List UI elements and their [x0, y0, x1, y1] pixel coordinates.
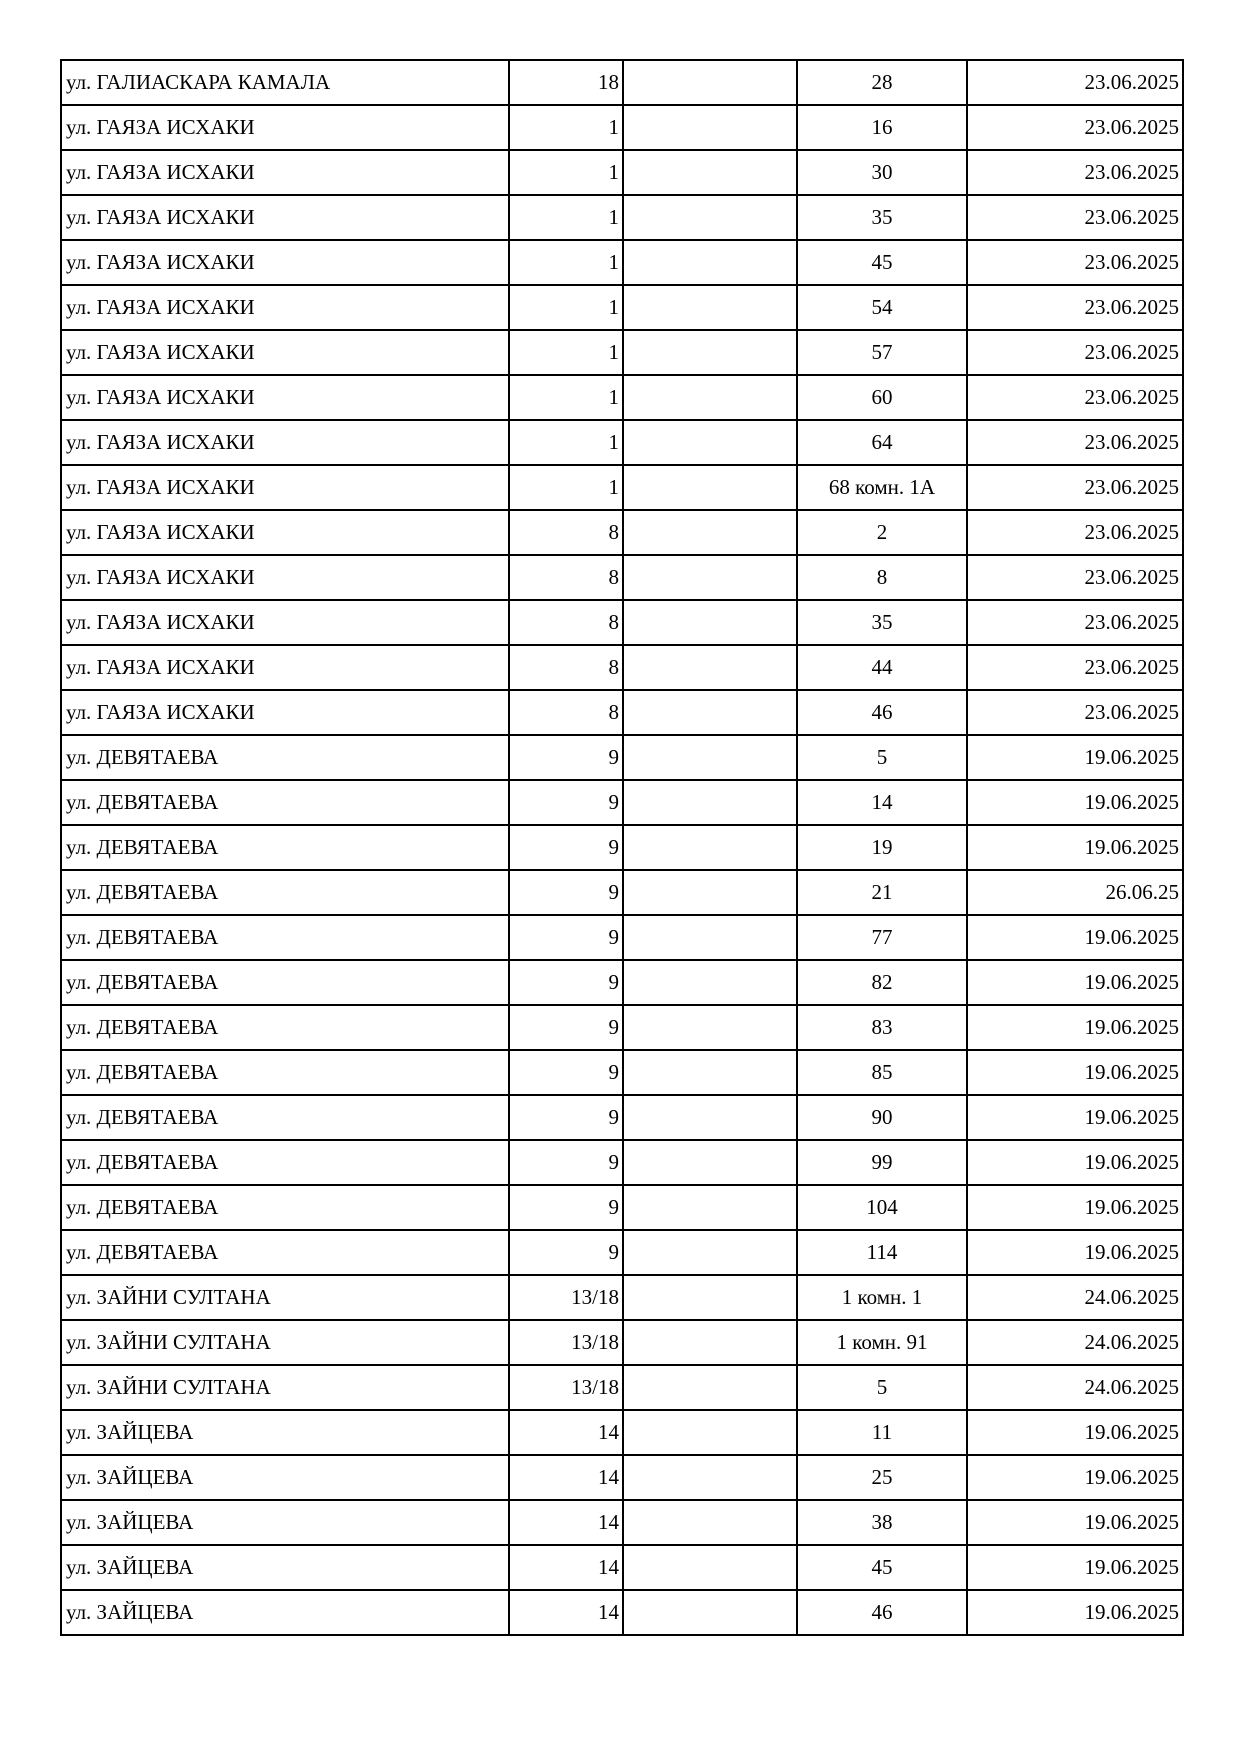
date-cell: 19.06.2025	[967, 1095, 1183, 1140]
street-cell: ул. ГАЯЗА ИСХАКИ	[61, 105, 509, 150]
building-cell	[623, 465, 797, 510]
street-cell: ул. ДЕВЯТАЕВА	[61, 915, 509, 960]
apartment-cell: 28	[797, 60, 967, 105]
date-cell: 23.06.2025	[967, 375, 1183, 420]
street-cell: ул. ДЕВЯТАЕВА	[61, 960, 509, 1005]
building-cell	[623, 1275, 797, 1320]
street-cell: ул. ГАЯЗА ИСХАКИ	[61, 690, 509, 735]
building-cell	[623, 1320, 797, 1365]
building-cell	[623, 1410, 797, 1455]
date-cell: 19.06.2025	[967, 780, 1183, 825]
date-cell: 19.06.2025	[967, 1500, 1183, 1545]
house-number-cell: 1	[509, 195, 623, 240]
date-cell: 23.06.2025	[967, 285, 1183, 330]
street-cell: ул. ЗАЙЦЕВА	[61, 1455, 509, 1500]
date-cell: 23.06.2025	[967, 240, 1183, 285]
building-cell	[623, 150, 797, 195]
table-row	[61, 1500, 1183, 1545]
building-cell	[623, 960, 797, 1005]
date-cell: 24.06.2025	[967, 1320, 1183, 1365]
house-number-cell: 14	[509, 1455, 623, 1500]
date-cell: 19.06.2025	[967, 1410, 1183, 1455]
table-row	[61, 285, 1183, 330]
street-cell: ул. ДЕВЯТАЕВА	[61, 1050, 509, 1095]
building-cell	[623, 420, 797, 465]
apartment-cell: 14	[797, 780, 967, 825]
apartment-cell: 46	[797, 690, 967, 735]
table-row	[61, 465, 1183, 510]
table-row	[61, 375, 1183, 420]
date-cell: 24.06.2025	[967, 1275, 1183, 1320]
house-number-cell: 8	[509, 645, 623, 690]
table-row	[61, 780, 1183, 825]
apartment-cell: 57	[797, 330, 967, 375]
table-row	[61, 195, 1183, 240]
date-cell: 19.06.2025	[967, 735, 1183, 780]
building-cell	[623, 870, 797, 915]
house-number-cell: 9	[509, 1140, 623, 1185]
street-cell: ул. ГАЯЗА ИСХАКИ	[61, 420, 509, 465]
building-cell	[623, 330, 797, 375]
building-cell	[623, 105, 797, 150]
table-row	[61, 960, 1183, 1005]
apartment-cell: 68 комн. 1А	[797, 465, 967, 510]
apartment-cell: 35	[797, 600, 967, 645]
date-cell: 19.06.2025	[967, 1455, 1183, 1500]
apartment-cell: 99	[797, 1140, 967, 1185]
street-cell: ул. ДЕВЯТАЕВА	[61, 825, 509, 870]
apartment-cell: 11	[797, 1410, 967, 1455]
building-cell	[623, 825, 797, 870]
building-cell	[623, 240, 797, 285]
house-number-cell: 9	[509, 1185, 623, 1230]
table-row	[61, 555, 1183, 600]
street-cell: ул. ДЕВЯТАЕВА	[61, 1230, 509, 1275]
house-number-cell: 18	[509, 60, 623, 105]
house-number-cell: 14	[509, 1410, 623, 1455]
building-cell	[623, 780, 797, 825]
date-cell: 19.06.2025	[967, 1545, 1183, 1590]
building-cell	[623, 1500, 797, 1545]
address-table	[60, 59, 1184, 1636]
street-cell: ул. ГАЛИАСКАРА КАМАЛА	[61, 60, 509, 105]
building-cell	[623, 1230, 797, 1275]
house-number-cell: 1	[509, 330, 623, 375]
street-cell: ул. ЗАЙЦЕВА	[61, 1545, 509, 1590]
street-cell: ул. ДЕВЯТАЕВА	[61, 1140, 509, 1185]
building-cell	[623, 1050, 797, 1095]
building-cell	[623, 555, 797, 600]
apartment-cell: 25	[797, 1455, 967, 1500]
street-cell: ул. ДЕВЯТАЕВА	[61, 735, 509, 780]
date-cell: 19.06.2025	[967, 1140, 1183, 1185]
apartment-cell: 46	[797, 1590, 967, 1635]
street-cell: ул. ГАЯЗА ИСХАКИ	[61, 645, 509, 690]
date-cell: 23.06.2025	[967, 465, 1183, 510]
apartment-cell: 8	[797, 555, 967, 600]
table-row	[61, 1320, 1183, 1365]
building-cell	[623, 1455, 797, 1500]
street-cell: ул. ДЕВЯТАЕВА	[61, 1185, 509, 1230]
apartment-cell: 44	[797, 645, 967, 690]
date-cell: 23.06.2025	[967, 105, 1183, 150]
apartment-cell: 21	[797, 870, 967, 915]
apartment-cell: 60	[797, 375, 967, 420]
building-cell	[623, 510, 797, 555]
house-number-cell: 9	[509, 780, 623, 825]
table-row	[61, 1275, 1183, 1320]
building-cell	[623, 1140, 797, 1185]
apartment-cell: 85	[797, 1050, 967, 1095]
date-cell: 23.06.2025	[967, 195, 1183, 240]
table-row	[61, 1545, 1183, 1590]
date-cell: 19.06.2025	[967, 1005, 1183, 1050]
street-cell: ул. ГАЯЗА ИСХАКИ	[61, 555, 509, 600]
apartment-cell: 16	[797, 105, 967, 150]
apartment-cell: 77	[797, 915, 967, 960]
table-row	[61, 1005, 1183, 1050]
table-row	[61, 510, 1183, 555]
apartment-cell: 19	[797, 825, 967, 870]
date-cell: 19.06.2025	[967, 1050, 1183, 1095]
apartment-cell: 2	[797, 510, 967, 555]
date-cell: 23.06.2025	[967, 690, 1183, 735]
date-cell: 23.06.2025	[967, 150, 1183, 195]
table-row	[61, 150, 1183, 195]
street-cell: ул. ЗАЙНИ СУЛТАНА	[61, 1275, 509, 1320]
apartment-cell: 104	[797, 1185, 967, 1230]
apartment-cell: 114	[797, 1230, 967, 1275]
street-cell: ул. ЗАЙЦЕВА	[61, 1590, 509, 1635]
house-number-cell: 14	[509, 1500, 623, 1545]
street-cell: ул. ДЕВЯТАЕВА	[61, 780, 509, 825]
building-cell	[623, 1590, 797, 1635]
street-cell: ул. ЗАЙНИ СУЛТАНА	[61, 1365, 509, 1410]
building-cell	[623, 195, 797, 240]
building-cell	[623, 1365, 797, 1410]
date-cell: 23.06.2025	[967, 60, 1183, 105]
table-row	[61, 1590, 1183, 1635]
apartment-cell: 30	[797, 150, 967, 195]
house-number-cell: 13/18	[509, 1275, 623, 1320]
apartment-cell: 5	[797, 1365, 967, 1410]
apartment-cell: 54	[797, 285, 967, 330]
apartment-cell: 1 комн. 1	[797, 1275, 967, 1320]
table-row	[61, 600, 1183, 645]
street-cell: ул. ЗАЙНИ СУЛТАНА	[61, 1320, 509, 1365]
apartment-cell: 64	[797, 420, 967, 465]
street-cell: ул. ГАЯЗА ИСХАКИ	[61, 600, 509, 645]
building-cell	[623, 600, 797, 645]
house-number-cell: 1	[509, 375, 623, 420]
house-number-cell: 1	[509, 420, 623, 465]
date-cell: 26.06.25	[967, 870, 1183, 915]
house-number-cell: 1	[509, 285, 623, 330]
building-cell	[623, 1545, 797, 1590]
table-row	[61, 420, 1183, 465]
table-row	[61, 645, 1183, 690]
date-cell: 23.06.2025	[967, 330, 1183, 375]
house-number-cell: 9	[509, 870, 623, 915]
street-cell: ул. ДЕВЯТАЕВА	[61, 1005, 509, 1050]
date-cell: 24.06.2025	[967, 1365, 1183, 1410]
table-row	[61, 330, 1183, 375]
table-row	[61, 1050, 1183, 1095]
table-row	[61, 1230, 1183, 1275]
date-cell: 19.06.2025	[967, 1590, 1183, 1635]
building-cell	[623, 735, 797, 780]
date-cell: 23.06.2025	[967, 510, 1183, 555]
date-cell: 23.06.2025	[967, 555, 1183, 600]
house-number-cell: 8	[509, 510, 623, 555]
street-cell: ул. ГАЯЗА ИСХАКИ	[61, 375, 509, 420]
street-cell: ул. ГАЯЗА ИСХАКИ	[61, 285, 509, 330]
street-cell: ул. ГАЯЗА ИСХАКИ	[61, 510, 509, 555]
date-cell: 19.06.2025	[967, 1185, 1183, 1230]
apartment-cell: 1 комн. 91	[797, 1320, 967, 1365]
date-cell: 23.06.2025	[967, 600, 1183, 645]
building-cell	[623, 60, 797, 105]
house-number-cell: 9	[509, 1005, 623, 1050]
house-number-cell: 13/18	[509, 1320, 623, 1365]
street-cell: ул. ДЕВЯТАЕВА	[61, 1095, 509, 1140]
house-number-cell: 8	[509, 555, 623, 600]
table-row	[61, 1185, 1183, 1230]
table-row	[61, 915, 1183, 960]
building-cell	[623, 645, 797, 690]
apartment-cell: 45	[797, 1545, 967, 1590]
apartment-cell: 38	[797, 1500, 967, 1545]
address-table-body	[61, 60, 1183, 1635]
building-cell	[623, 915, 797, 960]
street-cell: ул. ГАЯЗА ИСХАКИ	[61, 465, 509, 510]
building-cell	[623, 375, 797, 420]
house-number-cell: 8	[509, 600, 623, 645]
table-row	[61, 105, 1183, 150]
street-cell: ул. ЗАЙЦЕВА	[61, 1500, 509, 1545]
table-row	[61, 1095, 1183, 1140]
house-number-cell: 8	[509, 690, 623, 735]
table-row	[61, 870, 1183, 915]
house-number-cell: 1	[509, 465, 623, 510]
apartment-cell: 90	[797, 1095, 967, 1140]
house-number-cell: 14	[509, 1545, 623, 1590]
apartment-cell: 35	[797, 195, 967, 240]
building-cell	[623, 1005, 797, 1050]
building-cell	[623, 690, 797, 735]
table-row	[61, 240, 1183, 285]
house-number-cell: 1	[509, 105, 623, 150]
apartment-cell: 83	[797, 1005, 967, 1050]
street-cell: ул. ГАЯЗА ИСХАКИ	[61, 195, 509, 240]
house-number-cell: 9	[509, 825, 623, 870]
building-cell	[623, 285, 797, 330]
table-row	[61, 690, 1183, 735]
building-cell	[623, 1095, 797, 1140]
street-cell: ул. ГАЯЗА ИСХАКИ	[61, 330, 509, 375]
table-row	[61, 1140, 1183, 1185]
date-cell: 23.06.2025	[967, 420, 1183, 465]
house-number-cell: 9	[509, 960, 623, 1005]
house-number-cell: 9	[509, 1095, 623, 1140]
apartment-cell: 82	[797, 960, 967, 1005]
house-number-cell: 9	[509, 1230, 623, 1275]
table-row	[61, 825, 1183, 870]
house-number-cell: 9	[509, 1050, 623, 1095]
house-number-cell: 1	[509, 150, 623, 195]
date-cell: 19.06.2025	[967, 1230, 1183, 1275]
house-number-cell: 14	[509, 1590, 623, 1635]
date-cell: 23.06.2025	[967, 645, 1183, 690]
building-cell	[623, 1185, 797, 1230]
street-cell: ул. ЗАЙЦЕВА	[61, 1410, 509, 1455]
table-row	[61, 1410, 1183, 1455]
table-row	[61, 1455, 1183, 1500]
date-cell: 19.06.2025	[967, 960, 1183, 1005]
house-number-cell: 9	[509, 735, 623, 780]
date-cell: 19.06.2025	[967, 915, 1183, 960]
street-cell: ул. ГАЯЗА ИСХАКИ	[61, 150, 509, 195]
house-number-cell: 9	[509, 915, 623, 960]
date-cell: 19.06.2025	[967, 825, 1183, 870]
street-cell: ул. ГАЯЗА ИСХАКИ	[61, 240, 509, 285]
apartment-cell: 5	[797, 735, 967, 780]
house-number-cell: 1	[509, 240, 623, 285]
table-row	[61, 1365, 1183, 1410]
house-number-cell: 13/18	[509, 1365, 623, 1410]
apartment-cell: 45	[797, 240, 967, 285]
street-cell: ул. ДЕВЯТАЕВА	[61, 870, 509, 915]
table-row	[61, 735, 1183, 780]
table-row	[61, 60, 1183, 105]
